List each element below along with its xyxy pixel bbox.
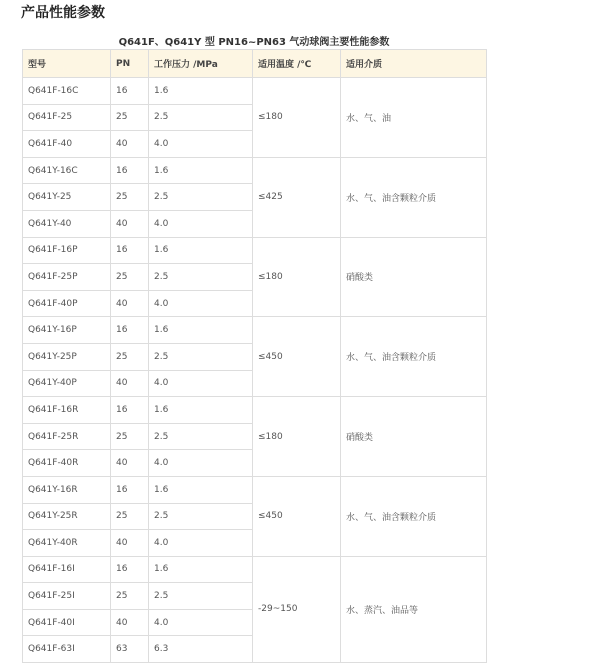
model-cell: Q641F-25P — [23, 264, 111, 291]
table-header-row — [23, 50, 487, 78]
table-row — [23, 78, 487, 105]
pn-cell: 16 — [111, 397, 149, 424]
header-temperature: 适用温度 /℃ — [253, 50, 341, 78]
model-cell: Q641F-16R — [23, 397, 111, 424]
pressure-cell: 1.6 — [149, 476, 253, 503]
table-row — [23, 237, 487, 264]
temperature-cell: ≤450 — [253, 476, 341, 556]
pn-cell: 16 — [111, 476, 149, 503]
pn-cell: 40 — [111, 609, 149, 636]
pressure-cell: 2.5 — [149, 343, 253, 370]
pn-cell: 25 — [111, 423, 149, 450]
model-cell: Q641Y-25R — [23, 503, 111, 530]
pressure-cell: 2.5 — [149, 184, 253, 211]
model-cell: Q641F-40I — [23, 609, 111, 636]
model-cell: Q641Y-40R — [23, 530, 111, 557]
temperature-cell: -29~150 — [253, 556, 341, 662]
pressure-cell: 4.0 — [149, 530, 253, 557]
pn-cell: 16 — [111, 157, 149, 184]
pressure-cell: 1.6 — [149, 157, 253, 184]
table-body — [23, 78, 487, 663]
pressure-cell: 2.5 — [149, 423, 253, 450]
medium-cell: 硝酸类 — [341, 237, 487, 317]
pressure-cell: 2.5 — [149, 104, 253, 131]
pn-cell: 25 — [111, 104, 149, 131]
pressure-cell: 1.6 — [149, 237, 253, 264]
medium-cell: 水、气、油含颗粒介质 — [341, 317, 487, 397]
temperature-cell: ≤180 — [253, 78, 341, 158]
header-pressure: 工作压力 /MPa — [149, 50, 253, 78]
model-cell: Q641F-16P — [23, 237, 111, 264]
pn-cell: 40 — [111, 210, 149, 237]
header-medium: 适用介质 — [341, 50, 487, 78]
model-cell: Q641F-16C — [23, 78, 111, 105]
pn-cell: 25 — [111, 583, 149, 610]
pn-cell: 16 — [111, 556, 149, 583]
model-cell: Q641F-40P — [23, 290, 111, 317]
pn-cell: 40 — [111, 370, 149, 397]
pressure-cell: 6.3 — [149, 636, 253, 663]
model-cell: Q641F-25I — [23, 583, 111, 610]
model-cell: Q641Y-25 — [23, 184, 111, 211]
pressure-cell: 1.6 — [149, 397, 253, 424]
model-cell: Q641F-25R — [23, 423, 111, 450]
pressure-cell: 1.6 — [149, 78, 253, 105]
model-cell: Q641F-40R — [23, 450, 111, 477]
medium-cell: 水、蒸汽、油品等 — [341, 556, 487, 662]
pressure-cell: 4.0 — [149, 370, 253, 397]
pressure-cell: 4.0 — [149, 210, 253, 237]
temperature-cell: ≤425 — [253, 157, 341, 237]
table-row — [23, 556, 487, 583]
spec-table — [22, 49, 487, 663]
temperature-cell: ≤180 — [253, 397, 341, 477]
model-cell: Q641F-63I — [23, 636, 111, 663]
temperature-cell: ≤450 — [253, 317, 341, 397]
model-cell: Q641Y-16R — [23, 476, 111, 503]
medium-cell: 水、气、油含颗粒介质 — [341, 157, 487, 237]
table-row — [23, 317, 487, 344]
pressure-cell: 2.5 — [149, 583, 253, 610]
header-pn: PN — [111, 50, 149, 78]
model-cell: Q641F-40 — [23, 131, 111, 158]
pressure-cell: 4.0 — [149, 609, 253, 636]
temperature-cell: ≤180 — [253, 237, 341, 317]
header-model: 型号 — [23, 50, 111, 78]
model-cell: Q641Y-16C — [23, 157, 111, 184]
pn-cell: 40 — [111, 450, 149, 477]
pn-cell: 16 — [111, 317, 149, 344]
table-caption: Q641F、Q641Y 型 PN16~PN63 气动球阀主要性能参数 — [118, 37, 390, 48]
pn-cell: 25 — [111, 503, 149, 530]
pressure-cell: 2.5 — [149, 264, 253, 291]
pn-cell: 40 — [111, 530, 149, 557]
pn-cell: 63 — [111, 636, 149, 663]
medium-cell: 水、气、油含颗粒介质 — [341, 476, 487, 556]
section-heading: 产品性能参数 — [21, 5, 105, 21]
pressure-cell: 4.0 — [149, 450, 253, 477]
pn-cell: 25 — [111, 264, 149, 291]
pn-cell: 16 — [111, 237, 149, 264]
pn-cell: 16 — [111, 78, 149, 105]
pressure-cell: 4.0 — [149, 131, 253, 158]
model-cell: Q641Y-25P — [23, 343, 111, 370]
model-cell: Q641F-25 — [23, 104, 111, 131]
model-cell: Q641F-16I — [23, 556, 111, 583]
table-row — [23, 397, 487, 424]
table-row — [23, 157, 487, 184]
medium-cell: 水、气、油 — [341, 78, 487, 158]
pressure-cell: 4.0 — [149, 290, 253, 317]
pn-cell: 40 — [111, 290, 149, 317]
pressure-cell: 1.6 — [149, 556, 253, 583]
pn-cell: 25 — [111, 184, 149, 211]
pressure-cell: 1.6 — [149, 317, 253, 344]
pn-cell: 40 — [111, 131, 149, 158]
model-cell: Q641Y-16P — [23, 317, 111, 344]
table-row — [23, 476, 487, 503]
model-cell: Q641Y-40P — [23, 370, 111, 397]
medium-cell: 硝酸类 — [341, 397, 487, 477]
pressure-cell: 2.5 — [149, 503, 253, 530]
model-cell: Q641Y-40 — [23, 210, 111, 237]
pn-cell: 25 — [111, 343, 149, 370]
